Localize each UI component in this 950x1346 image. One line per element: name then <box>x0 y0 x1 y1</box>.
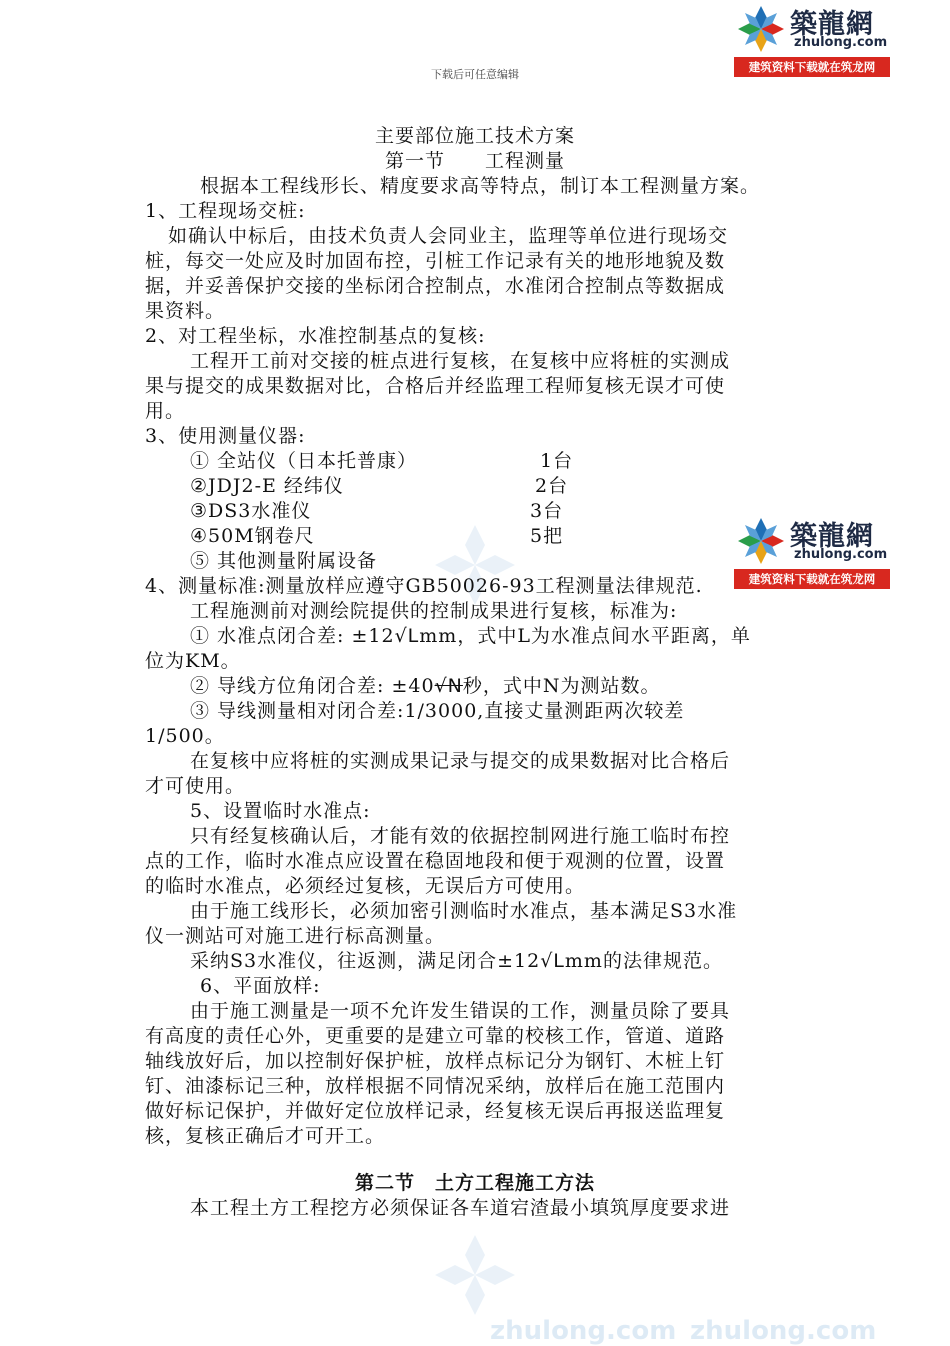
paragraph-line: 的临时水准点，必须经过复核，无误后方可使用。 <box>145 875 586 897</box>
logo-domain: zhulong.com <box>794 35 888 50</box>
section-heading: 1、工程现场交桩: <box>145 200 306 222</box>
sqrt-symbol: √L <box>540 950 565 972</box>
section-heading: 5、设置临时水准点: <box>190 800 371 822</box>
formula-text: 秒，式中N为测站数。 <box>462 675 661 697</box>
paragraph-line: ③ 导线测量相对闭合差:1/3000,直接丈量测距两次较差 <box>190 700 685 722</box>
formula-text: mm的法律规范。 <box>564 950 723 972</box>
paragraph-line: 用。 <box>145 400 186 422</box>
paragraph-line: 位为KM。 <box>145 650 241 672</box>
formula-text: 采纳S3水准仪，往返测，满足闭合±12 <box>190 950 541 972</box>
standard-item-2 <box>190 674 661 698</box>
paragraph-line: 有高度的责任心外，更重要的是建立可靠的校核工作，管道、道路 <box>145 1025 726 1047</box>
paragraph-line: 核，复核正确后才可开工。 <box>145 1125 386 1147</box>
instrument-name: ④50M钢卷尺 <box>190 525 315 547</box>
section-heading: 6、平面放样: <box>200 975 321 997</box>
formula-text: ① 水准点闭合差: ±12 <box>190 625 395 647</box>
sqrt-symbol: √L <box>394 625 420 647</box>
paragraph-line: 轴线放好后，加以控制好保护桩，放样点标记分为钢钉、木桩上钉 <box>145 1050 726 1072</box>
logo-slogan: 建筑资料下载就在筑龙网 <box>734 57 890 77</box>
paragraph-line: 工程施测前对测绘院提供的控制成果进行复核，标准为: <box>190 600 678 622</box>
instrument-qty: 3台 <box>530 500 564 522</box>
paragraph-line <box>190 949 723 973</box>
paragraph-line: 据，并妥善保护交接的坐标闭合控制点，水准闭合控制点等数据成 <box>145 275 726 297</box>
section-heading: 2、对工程坐标，水准控制基点的复核: <box>145 325 486 347</box>
watermark-snowflake-icon <box>430 1230 520 1320</box>
section-heading: 4、测量标准:测量放样应遵守GB50026-93工程测量法律规范. <box>145 575 703 597</box>
logo-name: 築龍網 <box>790 9 874 40</box>
instrument-name: ① 全站仪（日本托普康） <box>190 450 418 472</box>
instrument-qty: 2台 <box>535 475 569 497</box>
intro-paragraph: 根据本工程线形长、精度要求高等特点，制订本工程测量方案。 <box>200 175 761 197</box>
paragraph-line: 在复核中应将桩的实测成果记录与提交的成果数据对比合格后 <box>190 750 731 772</box>
zhulong-snowflake-icon <box>736 516 786 566</box>
instrument-qty: 1台 <box>540 450 574 472</box>
zhulong-logo <box>734 512 890 590</box>
watermark-text: zhulong.com <box>690 1316 877 1346</box>
paragraph-line: 才可使用。 <box>145 775 246 797</box>
zhulong-snowflake-icon <box>736 4 786 54</box>
paragraph-line: 钉、油漆标记三种，放样根据不同情况采纳，放样后在施工范围内 <box>145 1075 726 1097</box>
paragraph-line: 1/500。 <box>145 725 225 747</box>
logo-domain: zhulong.com <box>794 547 888 562</box>
paragraph-line: 由于施工线形长，必须加密引测临时水准点，基本满足S3水准 <box>190 900 738 922</box>
instrument-name: ⑤ 其他测量附属设备 <box>190 550 378 572</box>
section-title: 第一节 工程测量 <box>384 150 565 172</box>
section-title: 第二节 土方工程施工方法 <box>354 1172 595 1194</box>
header-note: 下载后可任意编辑 <box>431 68 519 81</box>
page-title: 主要部位施工技术方案 <box>374 125 575 147</box>
instrument-name: ③DS3水准仪 <box>190 500 312 522</box>
paragraph-line: 点的工作，临时水准点应设置在稳固地段和便于观测的位置，设置 <box>145 850 726 872</box>
section-heading: 3、使用测量仪器: <box>145 425 306 447</box>
logo-slogan: 建筑资料下载就在筑龙网 <box>734 569 890 589</box>
paragraph-line: 做好标记保护，并做好定位放样记录，经复核无误后再报送监理复 <box>145 1100 726 1122</box>
watermark-text: zhulong.com <box>490 1316 677 1346</box>
paragraph-line: 由于施工测量是一项不允许发生错误的工作，测量员除了要具 <box>190 1000 731 1022</box>
paragraph-line: 果与提交的成果数据对比，合格后并经监理工程师复核无误才可使 <box>145 375 726 397</box>
paragraph-line: 果资料。 <box>145 300 226 322</box>
paragraph-line: 本工程土方工程挖方必须保证各车道宕渣最小填筑厚度要求进 <box>190 1197 731 1219</box>
instrument-name: ②JDJ2-E 经纬仪 <box>190 475 344 497</box>
formula-text: mm，式中L为水准点间水平距离，单 <box>419 625 751 647</box>
paragraph-line: 桩，每交一处应及时加固布控，引桩工作记录有关的地形地貌及数 <box>145 250 726 272</box>
sqrt-symbol: √N <box>434 675 463 697</box>
paragraph-line: 工程开工前对交接的桩点进行复核，在复核中应将桩的实测成 <box>190 350 731 372</box>
zhulong-logo <box>734 0 890 78</box>
formula-text: ② 导线方位角闭合差: ±40 <box>190 675 435 697</box>
paragraph-line: 如确认中标后，由技术负责人会同业主，监理等单位进行现场交 <box>168 225 729 247</box>
standard-item-1 <box>190 624 751 648</box>
instrument-qty: 5把 <box>530 525 564 547</box>
paragraph-line: 仪一测站可对施工进行标高测量。 <box>145 925 446 947</box>
logo-name: 築龍網 <box>790 521 874 552</box>
paragraph-line: 只有经复核确认后，才能有效的依据控制网进行施工临时布控 <box>190 825 731 847</box>
